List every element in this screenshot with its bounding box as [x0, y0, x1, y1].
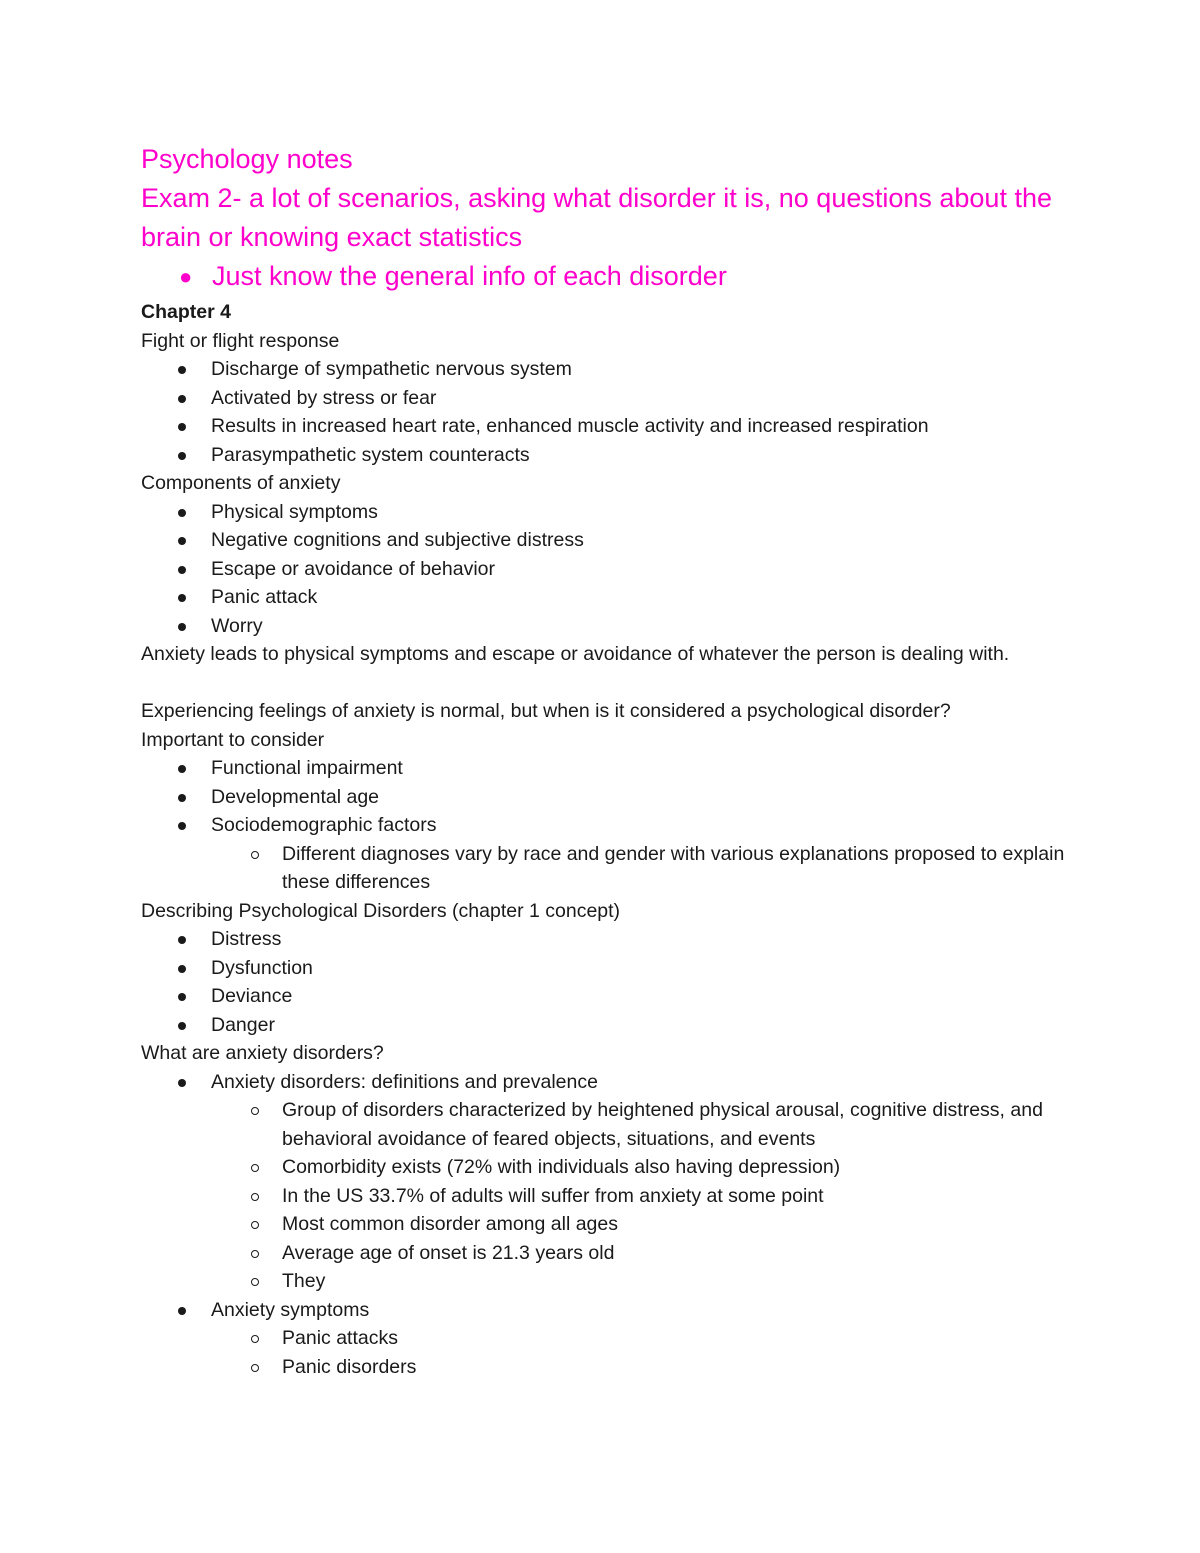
list-item	[141, 1011, 1071, 1040]
sub-list	[211, 1096, 1071, 1296]
list-item	[141, 954, 1071, 983]
consider-list	[141, 754, 1071, 897]
list-item	[141, 355, 1071, 384]
list-item	[141, 612, 1071, 641]
bullet-icon	[178, 566, 186, 574]
sub-list	[211, 1324, 1071, 1381]
describing-list	[141, 925, 1071, 1039]
list-item-text: Panic attack	[211, 586, 318, 608]
bullet-icon	[178, 509, 186, 517]
sub-list	[211, 840, 1071, 897]
hollow-bullet-icon	[251, 1250, 259, 1258]
section-heading: Components of anxiety	[141, 472, 341, 494]
list-item	[141, 526, 1071, 555]
list-item-text: Physical symptoms	[211, 500, 378, 523]
list-item	[141, 555, 1071, 584]
list-item-text: Danger	[211, 1013, 275, 1036]
paragraph: Experiencing feelings of anxiety is normal, but when is it considered a psychological disorder?	[141, 700, 951, 722]
fight-flight-list	[141, 355, 1071, 469]
bullet-icon	[178, 965, 186, 973]
section-heading: What are anxiety disorders?	[141, 1042, 384, 1064]
list-item	[141, 384, 1071, 413]
list-item	[141, 498, 1071, 527]
bullet-icon	[178, 794, 186, 802]
hollow-bullet-icon	[251, 1107, 259, 1115]
list-item-text: Anxiety disorders: definitions and prevalence	[211, 1070, 598, 1093]
list-item-text: They	[282, 1270, 326, 1292]
list-item-text: Dysfunction	[211, 956, 313, 979]
list-item	[141, 441, 1071, 470]
list-item-text: Negative cognitions and subjective distress	[211, 529, 584, 551]
hollow-bullet-icon	[251, 1335, 259, 1343]
bullet-icon	[178, 765, 186, 773]
bullet-icon	[178, 1079, 186, 1087]
components-list	[141, 498, 1071, 641]
list-item	[141, 1068, 1071, 1296]
list-item	[141, 982, 1071, 1011]
section-heading: Describing Psychological Disorders (chapter 1 concept)	[141, 899, 621, 922]
list-item-text: Anxiety symptoms	[211, 1298, 370, 1321]
bullet-icon	[178, 537, 186, 545]
list-item	[141, 412, 1071, 441]
exam-note: Exam 2- a lot of scenarios, asking what disorder it is, no questions about the brain or knowing exact statistics	[141, 183, 1052, 252]
list-item	[141, 754, 1071, 783]
list-item-text: Panic disorders	[282, 1355, 417, 1378]
list-item-text: Developmental age	[211, 785, 380, 808]
sub-list-item	[211, 1210, 1071, 1239]
list-item-text: Discharge of sympathetic nervous system	[211, 358, 572, 380]
hollow-bullet-icon	[251, 1221, 259, 1229]
bullet-icon	[178, 623, 186, 631]
hollow-bullet-icon	[251, 1364, 259, 1372]
hollow-bullet-icon	[251, 1278, 259, 1286]
list-item	[141, 925, 1071, 954]
blank-line	[141, 669, 1071, 698]
list-item-text: Sociodemographic factors	[211, 814, 437, 836]
section-heading: Important to consider	[141, 728, 325, 751]
exam-note-bullet-text: Just know the general info of each disorder	[212, 261, 727, 291]
hollow-bullet-icon	[251, 1193, 259, 1201]
anxiety-disorders-list	[141, 1068, 1071, 1382]
sub-list-item	[211, 1182, 1071, 1211]
sub-list-item	[211, 1267, 1071, 1296]
list-item-text: Group of disorders characterized by heightened physical arousal, cognitive distress, and behavioral avoidance of feared objects, situations, and events	[282, 1099, 1043, 1150]
exam-note-bullet	[141, 257, 1071, 296]
bullet-icon: ●	[179, 264, 193, 289]
list-item	[141, 783, 1071, 812]
sub-list-item	[211, 1096, 1071, 1153]
list-item	[141, 1296, 1071, 1382]
bullet-icon	[178, 993, 186, 1001]
list-item-text: Panic attacks	[282, 1327, 398, 1349]
section-heading: Fight or flight response	[141, 329, 340, 352]
list-item-text: In the US 33.7% of adults will suffer from anxiety at some point	[282, 1184, 824, 1207]
sub-list-item	[211, 1153, 1071, 1182]
list-item	[141, 811, 1071, 897]
list-item-text: Activated by stress or fear	[211, 386, 437, 409]
list-item-text: Comorbidity exists (72% with individuals also having depression)	[282, 1156, 841, 1178]
sub-list-item	[211, 1353, 1071, 1382]
list-item-text: Results in increased heart rate, enhanced muscle activity and increased respiration	[211, 415, 929, 437]
list-item-text: Most common disorder among all ages	[282, 1213, 618, 1235]
list-item-text: Parasympathetic system counteracts	[211, 443, 530, 466]
bullet-icon	[178, 423, 186, 431]
bullet-icon	[178, 366, 186, 374]
bullet-icon	[178, 936, 186, 944]
list-item-text: Deviance	[211, 985, 293, 1007]
page-title: Psychology notes	[141, 144, 353, 174]
bullet-icon	[178, 395, 186, 403]
list-item-text: Average age of onset is 21.3 years old	[282, 1241, 615, 1264]
list-item-text: Different diagnoses vary by race and gender with various explanations proposed to explain these differences	[282, 842, 1065, 893]
sub-list-item	[211, 1239, 1071, 1268]
list-item-text: Worry	[211, 614, 263, 637]
bullet-icon	[178, 452, 186, 460]
document-page	[141, 140, 1071, 1381]
list-item-text: Escape or avoidance of behavior	[211, 557, 496, 580]
bullet-icon	[178, 1022, 186, 1030]
list-item-text: Distress	[211, 928, 282, 950]
list-item	[141, 583, 1071, 612]
list-item-text: Functional impairment	[211, 757, 403, 779]
bullet-icon	[178, 594, 186, 602]
hollow-bullet-icon	[251, 1164, 259, 1172]
paragraph: Anxiety leads to physical symptoms and escape or avoidance of whatever the person is dealing with.	[141, 643, 1010, 665]
bullet-icon	[178, 1307, 186, 1315]
hollow-bullet-icon	[251, 851, 259, 859]
bullet-icon	[178, 822, 186, 830]
chapter-heading: Chapter 4	[141, 301, 231, 323]
sub-list-item	[211, 1324, 1071, 1353]
sub-list-item	[211, 840, 1071, 897]
